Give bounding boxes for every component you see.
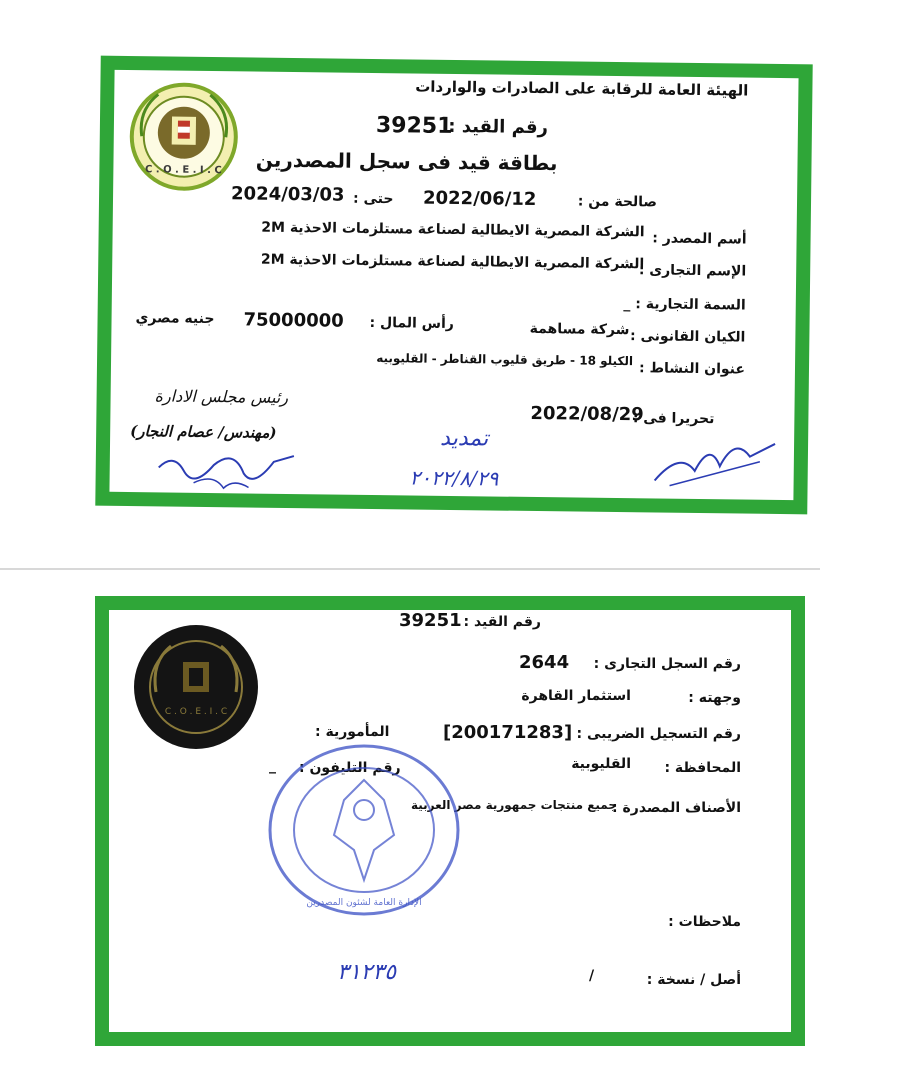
tax-reg-value: [200171283] — [443, 722, 573, 743]
handwritten-date: ٢٠٢٢/٨/٢٩ — [409, 465, 499, 491]
valid-from-date: 2022/06/12 — [422, 187, 537, 210]
signature-left-icon — [153, 442, 304, 494]
address-label: عنوان النشاط : — [638, 360, 746, 378]
issued-date: 2022/08/29 — [530, 402, 644, 426]
valid-from-label: صالحة من : — [577, 193, 658, 211]
valid-until-label: حتى : — [352, 190, 394, 208]
card-title: بطاقة قيد فى سجل المصدرين — [255, 147, 558, 176]
phone-label: رقم التليفون : — [299, 760, 401, 776]
handwritten-note: تمديد — [439, 425, 489, 452]
tax-office-label: المأمورية : — [315, 724, 390, 740]
capital-currency: جنيه مصري — [135, 310, 215, 328]
dark-seal-acronym: C . O . E . I . C — [164, 707, 228, 717]
exporter-name-value: الشركة المصرية الايطالية لصناعة مستلزمات الاحذية 2M — [261, 219, 645, 241]
reg-no-value: 39251 — [375, 113, 453, 139]
coeic-seal-icon — [127, 80, 240, 193]
handwritten-stamp-number: ٣١٢٣٥ — [337, 960, 397, 985]
legal-entity-value: شركة مساهمة — [529, 320, 630, 339]
reg-no-label: رقم القيد : — [448, 115, 549, 139]
legal-entity-label: الكيان القانونى : — [629, 328, 746, 346]
governorate-label: المحافظة : — [664, 760, 741, 776]
reg-no-label-2: رقم القيد : — [463, 614, 541, 630]
exporters-affairs-stamp-icon — [264, 740, 464, 920]
reg-no-value-2: 39251 — [399, 610, 462, 631]
commercial-reg-value: 2644 — [519, 652, 570, 673]
governorate-value: القليوبية — [571, 756, 631, 772]
scan-edge-line — [0, 568, 820, 570]
products-label: الأصناف المصدرة : — [612, 800, 741, 816]
stamp-caption: الإدارة العامة لشئون المصدرين — [306, 898, 422, 908]
capital-label: رأس المال : — [369, 314, 454, 333]
trade-name-value: الشركة المصرية الايطالية لصناعة مستلزمات الاحذية 2M — [260, 251, 645, 273]
trade-name-label: الإسم التجارى : — [638, 262, 747, 280]
original-copy-value: / — [589, 968, 595, 984]
board-chair-name: (مهندس/ عصام النجار) — [130, 422, 277, 442]
address-value: الكيلو 18 - طريق قليوب القناطر - القليوبيه — [376, 351, 634, 369]
issued-label: تحريرا فى : — [632, 410, 715, 428]
exporter-registration-card-back — [95, 596, 805, 1046]
authority-name: الهيئة العامة للرقابة على الصادرات والواردات — [415, 77, 749, 100]
office-value: استثمار القاهرة — [521, 688, 631, 704]
commercial-reg-label: رقم السجل التجارى : — [593, 656, 741, 672]
capital-value: 75000000 — [243, 309, 344, 332]
office-label: وجهته : — [688, 690, 741, 706]
notes-label: ملاحظات : — [668, 914, 741, 930]
valid-until-date: 2024/03/03 — [230, 183, 345, 206]
signature-right-icon — [650, 430, 781, 492]
board-chair-title: رئيس مجلس الادارة — [154, 386, 289, 407]
trademark-label: السمة التجارية : _ — [623, 296, 746, 314]
phone-value: _ — [269, 758, 276, 774]
tax-reg-label: رقم التسجيل الضريبى : — [576, 726, 741, 742]
seal-acronym: C . O . E . I . C — [144, 164, 222, 177]
exporter-registration-card-front — [95, 56, 812, 515]
products-value: جميع منتجات جمهورية مصر العربية — [410, 798, 617, 812]
original-copy-label: أصل / نسخة : — [646, 972, 741, 988]
coeic-dark-seal-icon — [131, 622, 261, 752]
exporter-name-label: أسم المصدر : — [652, 230, 747, 248]
